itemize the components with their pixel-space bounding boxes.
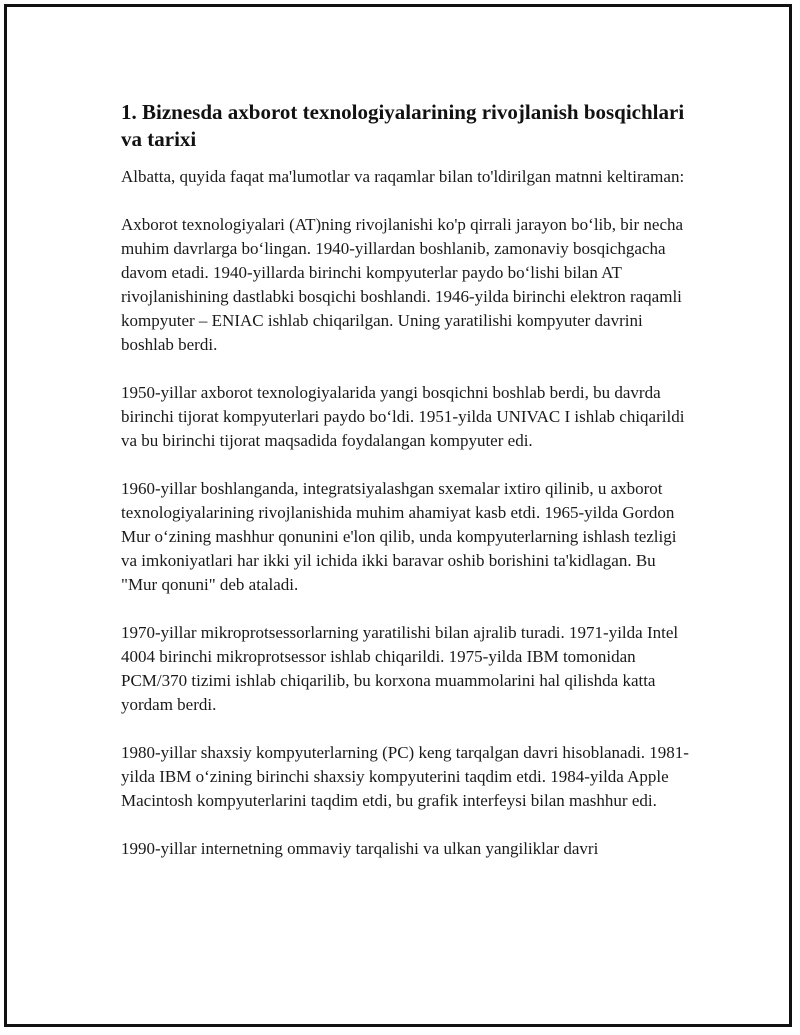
- paragraph-1960s: 1960-yillar boshlanganda, integratsiyalashgan sxemalar ixtiro qilinib, u axborot texnologiyalarining rivojlanishida muhim ahamiyat kasb etdi. 1965-yilda Gordon Mur oʻzining mashhur qonunini e'lon qilib, unda kompyuterlarning ishlash tezligi va imkoniyatlari har ikki yil ichida ikki baravar oshib borishini ta'kidlagan. Bu "Mur qonuni" deb ataladi.: [121, 479, 677, 594]
- paragraph-1990s: 1990-yillar internetning ommaviy tarqalishi va ulkan yangiliklar davri: [121, 839, 599, 858]
- paragraph-intro: Albatta, quyida faqat ma'lumotlar va raqamlar bilan to'ldirilgan matnni keltiraman:: [121, 167, 685, 186]
- paragraph-1940s: Axborot texnologiyalari (AT)ning rivojlanishi ko'p qirrali jarayon boʻlib, bir necha muhim davrlarga boʻlingan. 1940-yillardan boshlanib, zamonaviy bosqichgacha davom etadi. 1940-yillarda birinchi kompyuterlar paydo boʻlishi bilan AT rivojlanishining dastlabki bosqichi boshlandi. 1946-yilda birinchi elektron raqamli kompyuter – ENIAC ishlab chiqarilgan. Uning yaratilishi kompyuter davrini boshlab berdi.: [121, 215, 684, 354]
- section-title: 1. Biznesda axborot texnologiyalarining rivojlanish bosqichlari va tarixi: [121, 100, 685, 151]
- paragraph-1980s: 1980-yillar shaxsiy kompyuterlarning (PC) keng tarqalgan davri hisoblanadi. 1981-yilda IBM oʻzining birinchi shaxsiy kompyuterini taqdim etdi. 1984-yilda Apple Macintosh kompyuterlarini taqdim etdi, bu grafik interfeysi bilan mashhur edi.: [121, 743, 689, 810]
- document-body: [121, 99, 693, 885]
- document-page: [4, 4, 792, 1027]
- paragraph-1970s: 1970-yillar mikroprotsessorlarning yaratilishi bilan ajralib turadi. 1971-yilda Intel 4004 birinchi mikroprotsessor ishlab chiqarildi. 1975-yilda IBM tomonidan PCM/370 tizimi ishlab chiqarilib, bu korxona muammolarini hal qilishda katta yordam berdi.: [121, 623, 679, 714]
- paragraph-1950s: 1950-yillar axborot texnologiyalarida yangi bosqichni boshlab berdi, bu davrda birinchi tijorat kompyuterlari paydo boʻldi. 1951-yilda UNIVAC I ishlab chiqarildi va bu birinchi tijorat maqsadida foydalangan kompyuter edi.: [121, 383, 685, 450]
